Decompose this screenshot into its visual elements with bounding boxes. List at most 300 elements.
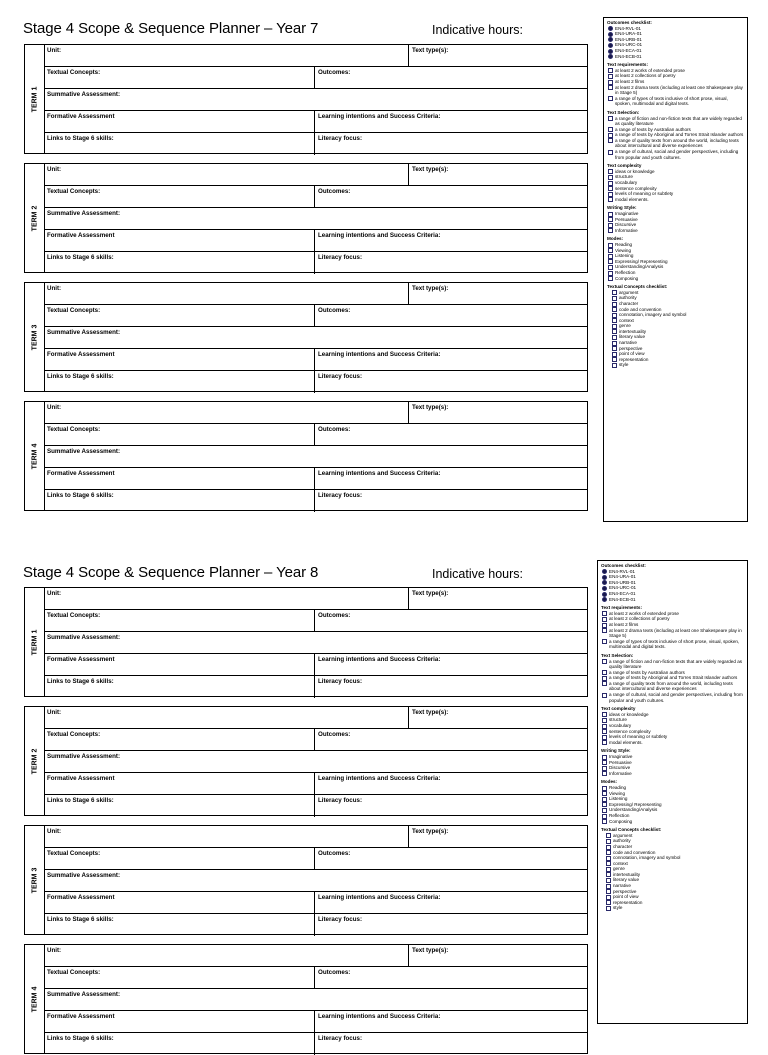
table-row	[44, 186, 587, 208]
textual-concepts-field: Textual Concepts:	[47, 188, 101, 195]
table-row	[44, 133, 587, 155]
checkbox-icon[interactable]	[612, 357, 617, 362]
outcomes-field: Outcomes:	[314, 305, 589, 326]
checkbox-icon[interactable]	[608, 85, 613, 90]
checklist-item-label: Discursive	[609, 765, 631, 771]
checklist-item-label: a range of cultural, social and gender perspectives, including from popular and youth cultures.	[615, 149, 739, 160]
checklist-item-label: at least 2 collections of poetry	[609, 616, 670, 622]
checklist-heading: Modes:	[601, 779, 618, 785]
table-row	[44, 164, 587, 186]
table-row	[44, 848, 587, 870]
table-row	[44, 402, 587, 424]
term-label	[25, 945, 45, 1053]
checkbox-icon[interactable]	[608, 276, 613, 281]
literacy-focus-field: Literacy focus:	[314, 252, 589, 274]
term-block	[24, 587, 588, 697]
checkbox-icon[interactable]	[602, 676, 607, 681]
summative-assessment-field: Summative Assessment:	[47, 329, 121, 336]
term-block	[24, 282, 588, 392]
outcomes-field: Outcomes:	[314, 967, 589, 988]
links-stage6-field: Links to Stage 6 skills:	[47, 373, 114, 380]
checkbox-icon[interactable]	[602, 729, 607, 734]
literacy-focus-field: Literacy focus:	[314, 133, 589, 155]
checklist-item-label: character	[619, 300, 639, 306]
learning-intentions-field: Learning intentions and Success Criteria:	[314, 230, 589, 251]
checkbox-icon[interactable]	[606, 872, 611, 877]
table-row	[44, 252, 587, 274]
table-row	[44, 490, 587, 512]
checklist-item[interactable]	[607, 96, 744, 107]
checkbox-icon[interactable]	[612, 290, 617, 295]
table-row	[44, 654, 587, 676]
formative-assessment-field: Formative Assessment	[47, 113, 115, 120]
summative-assessment-field: Summative Assessment:	[47, 210, 121, 217]
checkbox-icon[interactable]	[608, 127, 613, 132]
checkbox-icon[interactable]	[602, 670, 607, 675]
literacy-focus-field: Literacy focus:	[314, 914, 589, 936]
table-row	[44, 371, 587, 393]
term-block	[24, 944, 588, 1054]
checkbox-icon[interactable]	[608, 228, 613, 233]
checklist-item-label: a range of quality texts from around the world, including texts about intercultural and diverse experiences	[615, 137, 739, 149]
checkbox-icon[interactable]	[612, 302, 617, 307]
checkbox-icon[interactable]	[608, 169, 613, 174]
checklist-item[interactable]	[607, 116, 744, 127]
checkbox-icon[interactable]	[608, 68, 613, 73]
links-stage6-field: Links to Stage 6 skills:	[47, 135, 114, 142]
checkbox-icon[interactable]	[608, 133, 613, 138]
term-label	[25, 588, 45, 696]
checklist-item-label: vocabulary	[615, 180, 638, 186]
checklist-item-label: intertextuality	[613, 871, 641, 877]
checklist-item-label: EN4-URB-01	[615, 36, 642, 42]
checklist-item[interactable]	[601, 659, 744, 670]
checklist-item[interactable]	[607, 362, 744, 368]
checkbox-icon[interactable]	[602, 718, 607, 723]
checklist-item[interactable]	[601, 639, 744, 650]
checklist-item-label: Composing	[615, 275, 639, 281]
literacy-focus-field: Literacy focus:	[314, 490, 589, 512]
checklist-item-label: Listening	[615, 253, 634, 259]
literacy-focus-field: Literacy focus:	[314, 795, 589, 817]
planner-title: Stage 4 Scope & Sequence Planner – Year 7	[23, 20, 319, 37]
checklist-item-label: EN4-URC-01	[609, 585, 637, 591]
checklist-item-label: a range of texts by Australian authors	[615, 126, 691, 132]
checklist-item-label: genre	[613, 866, 625, 872]
unit-field: Unit:	[47, 947, 62, 954]
checklist-item-label: EN4-URC-01	[615, 42, 643, 48]
text-types-field: Text type(s):	[408, 164, 589, 185]
indicative-hours-label: Indicative hours:	[432, 567, 524, 581]
checklist-item-label: sentence complexity	[609, 728, 651, 734]
term-label	[25, 45, 45, 153]
checklist-item-label: point of view	[613, 894, 639, 900]
checkbox-icon[interactable]	[612, 307, 617, 312]
table-row	[44, 632, 587, 654]
checkbox-icon[interactable]	[602, 693, 607, 698]
checklist-item[interactable]	[607, 197, 744, 203]
checklist-heading: Text requirements:	[601, 605, 643, 611]
checklist-item-label: ideas or knowledge	[609, 711, 649, 717]
summative-assessment-field: Summative Assessment:	[47, 634, 121, 641]
formative-assessment-field: Formative Assessment	[47, 775, 115, 782]
checkbox-icon[interactable]	[612, 324, 617, 329]
checkbox-icon[interactable]	[612, 329, 617, 334]
checklist-item-label: style	[619, 362, 629, 368]
checklist-heading: Text Selection:	[601, 652, 634, 658]
checkbox-icon[interactable]	[602, 628, 607, 633]
checklist-item[interactable]	[601, 597, 744, 603]
checklist-item[interactable]	[607, 138, 744, 149]
checklist-panel	[597, 560, 748, 1024]
checkbox-icon[interactable]	[602, 735, 607, 740]
checkbox-icon[interactable]	[608, 80, 613, 85]
links-stage6-field: Links to Stage 6 skills:	[47, 254, 114, 261]
textual-concepts-field: Textual Concepts:	[47, 426, 101, 433]
checkbox-icon[interactable]	[602, 623, 607, 628]
checklist-item-label: levels of meaning or subtlety	[615, 191, 674, 197]
checkbox-icon[interactable]	[608, 197, 613, 202]
checklist-item-label: code and convention	[619, 306, 662, 312]
outcomes-field: Outcomes:	[314, 67, 589, 88]
checklist-item-label: levels of meaning or subtlety	[609, 734, 668, 740]
checkbox-icon[interactable]	[606, 850, 611, 855]
planner-title: Stage 4 Scope & Sequence Planner – Year 8	[23, 564, 319, 581]
learning-intentions-field: Learning intentions and Success Criteria:	[314, 773, 589, 794]
checklist-item-label: a range of cultural, social and gender perspectives, including from popular and youth cultures.	[609, 692, 743, 703]
term-label-text: TERM 2	[31, 748, 39, 774]
links-stage6-field: Links to Stage 6 skills:	[47, 1035, 114, 1042]
checklist-item-label: connotation, imagery and symbol	[613, 855, 681, 861]
unit-field: Unit:	[47, 166, 62, 173]
table-row	[44, 795, 587, 817]
checkbox-icon[interactable]	[602, 791, 607, 796]
outcomes-field: Outcomes:	[314, 610, 589, 631]
checkbox-icon[interactable]	[602, 712, 607, 717]
literacy-focus-field: Literacy focus:	[314, 1033, 589, 1055]
term-label	[25, 402, 45, 510]
table-row	[44, 208, 587, 230]
checklist-item-label: code and convention	[613, 849, 656, 855]
table-row	[44, 676, 587, 698]
checklist-item-label: structure	[609, 717, 627, 723]
checklist-item-label: Understanding/Analysis	[609, 807, 658, 813]
term-label	[25, 707, 45, 815]
unit-field: Unit:	[47, 590, 62, 597]
table-row	[44, 111, 587, 133]
checklist-item-label: a range of types of texts inclusive of short prose, visual, spoken, multimodal and digital texts.	[615, 95, 728, 107]
checklist-item-label: EN4-ECA-01	[615, 47, 642, 53]
indicative-hours-label: Indicative hours:	[432, 23, 524, 37]
term-label	[25, 164, 45, 272]
textual-concepts-field: Textual Concepts:	[47, 969, 101, 976]
table-row	[44, 305, 587, 327]
term-label	[25, 826, 45, 934]
checklist-item-label: a range of fiction and non-fiction texts that are widely regarded as quality literature	[609, 658, 743, 670]
checklist-item-label: at least 2 collections of poetry	[615, 73, 676, 79]
checkbox-icon[interactable]	[608, 150, 613, 155]
checklist-item-label: context	[619, 317, 634, 323]
checkbox-icon[interactable]	[602, 681, 607, 686]
table-row	[44, 349, 587, 371]
checklist-item-label: Reflection	[615, 269, 636, 275]
unit-field: Unit:	[47, 285, 62, 292]
table-row	[44, 870, 587, 892]
learning-intentions-field: Learning intentions and Success Criteria:	[314, 654, 589, 675]
checklist-item-label: connotation, imagery and symbol	[619, 312, 687, 318]
checklist-heading: Text Selection:	[607, 109, 640, 115]
checkbox-icon[interactable]	[608, 265, 613, 270]
checkbox-icon[interactable]	[602, 786, 607, 791]
checklist-item-label: character	[613, 843, 633, 849]
checklist-item[interactable]	[601, 692, 744, 703]
checkbox-icon[interactable]	[608, 175, 613, 180]
unit-field: Unit:	[47, 828, 62, 835]
checkbox-icon[interactable]	[612, 318, 617, 323]
checkbox-icon[interactable]	[602, 639, 607, 644]
checkbox-icon[interactable]	[608, 32, 613, 37]
checklist-item-label: Discursive	[615, 222, 637, 228]
term-label	[25, 283, 45, 391]
checklist-item-label: context	[613, 860, 628, 866]
term-label-text: TERM 1	[31, 629, 39, 655]
checkbox-icon[interactable]	[602, 611, 607, 616]
textual-concepts-field: Textual Concepts:	[47, 307, 101, 314]
checkbox-icon[interactable]	[606, 878, 611, 883]
links-stage6-field: Links to Stage 6 skills:	[47, 797, 114, 804]
table-row	[44, 45, 587, 67]
table-row	[44, 707, 587, 729]
checklist-item-label: a range of types of texts inclusive of short prose, visual, spoken, multimodal and digital texts.	[609, 638, 740, 650]
checkbox-icon[interactable]	[608, 54, 613, 59]
summative-assessment-field: Summative Assessment:	[47, 991, 121, 998]
checklist-item[interactable]	[601, 771, 744, 777]
checkbox-icon[interactable]	[602, 575, 607, 580]
checklist-item-label: sentence complexity	[615, 185, 657, 191]
checkbox-icon[interactable]	[608, 49, 613, 54]
table-row	[44, 967, 587, 989]
checklist-item-label: EN4-URA-01	[609, 574, 636, 580]
checkbox-icon[interactable]	[602, 802, 607, 807]
checkbox-icon[interactable]	[608, 192, 613, 197]
checklist-item-label: a range of texts by Aboriginal and Torres Strait Islander authors	[609, 675, 738, 681]
checklist-item-label: Imaginative	[609, 754, 633, 759]
checkbox-icon[interactable]	[608, 254, 613, 259]
summative-assessment-field: Summative Assessment:	[47, 872, 121, 879]
checkbox-icon[interactable]	[608, 74, 613, 79]
textual-concepts-field: Textual Concepts:	[47, 850, 101, 857]
checkbox-icon[interactable]	[612, 363, 617, 368]
text-types-field: Text type(s):	[408, 402, 589, 423]
checkbox-icon[interactable]	[602, 819, 607, 824]
checkbox-icon[interactable]	[608, 181, 613, 186]
table-row	[44, 751, 587, 773]
checklist-item-label: at least 2 films	[609, 621, 639, 627]
checkbox-icon[interactable]	[608, 243, 613, 248]
table-row	[44, 1011, 587, 1033]
checkbox-icon[interactable]	[608, 259, 613, 264]
unit-field: Unit:	[47, 404, 62, 411]
checklist-heading: Text requirements:	[607, 62, 649, 68]
checklist-item-label: authority	[613, 838, 631, 844]
checklist-item-label: EN4-URA-01	[615, 31, 642, 37]
checkbox-icon[interactable]	[602, 724, 607, 729]
checkbox-icon[interactable]	[608, 138, 613, 143]
checklist-item-label: Persuasive	[609, 759, 632, 765]
checklist-item-label: Reading	[615, 241, 633, 247]
checklist-item-label: EN4-ECA-01	[609, 590, 636, 596]
textual-concepts-field: Textual Concepts:	[47, 612, 101, 619]
text-types-field: Text type(s):	[408, 588, 589, 609]
checkbox-icon[interactable]	[602, 755, 607, 760]
checklist-item[interactable]	[607, 54, 744, 60]
checkbox-icon[interactable]	[602, 808, 607, 813]
checklist-item-label: a range of quality texts from around the world, including texts about intercultural and diverse experiences	[609, 680, 733, 692]
checkbox-icon[interactable]	[608, 116, 613, 121]
checklist-item-label: modal elements.	[615, 196, 649, 202]
unit-field: Unit:	[47, 709, 62, 716]
checkbox-icon[interactable]	[608, 186, 613, 191]
outcomes-field: Outcomes:	[314, 729, 589, 750]
checkbox-icon[interactable]	[602, 814, 607, 819]
outcomes-field: Outcomes:	[314, 848, 589, 869]
term-block	[24, 825, 588, 935]
checklist-heading: Writing Style:	[607, 205, 637, 211]
checkbox-icon[interactable]	[608, 217, 613, 222]
checkbox-icon[interactable]	[602, 592, 607, 597]
checklist-item-label: Imaginative	[615, 211, 639, 216]
term-block	[24, 44, 588, 154]
term-block	[24, 401, 588, 511]
checkbox-icon[interactable]	[602, 659, 607, 664]
text-types-field: Text type(s):	[408, 45, 589, 66]
table-row	[44, 588, 587, 610]
table-row	[44, 67, 587, 89]
checklist-item[interactable]	[607, 149, 744, 160]
checklist-item-label: authority	[619, 295, 637, 301]
table-row	[44, 283, 587, 305]
checkbox-icon[interactable]	[606, 861, 611, 866]
checklist-item[interactable]	[607, 276, 744, 282]
checkbox-icon[interactable]	[606, 889, 611, 894]
learning-intentions-field: Learning intentions and Success Criteria:	[314, 468, 589, 489]
table-row	[44, 945, 587, 967]
checklist-item-label: at least 2 drama texts (including at least one Shakespeare play in Stage 5)	[615, 84, 743, 96]
table-row	[44, 989, 587, 1011]
checklist-item[interactable]	[601, 681, 744, 692]
checkbox-icon[interactable]	[606, 839, 611, 844]
formative-assessment-field: Formative Assessment	[47, 1013, 115, 1020]
checklist-item-label: a range of fiction and non-fiction texts that are widely regarded as quality literature	[615, 115, 742, 127]
checkbox-icon[interactable]	[606, 900, 611, 905]
term-block	[24, 706, 588, 816]
textual-concepts-field: Textual Concepts:	[47, 731, 101, 738]
checkbox-icon[interactable]	[606, 884, 611, 889]
checklist-heading: Textual Concepts checklist:	[607, 284, 668, 290]
checkbox-icon[interactable]	[612, 341, 617, 346]
checkbox-icon[interactable]	[606, 845, 611, 850]
checklist-item-label: Viewing	[615, 247, 632, 253]
table-row	[44, 610, 587, 632]
checklist-item-label: Reading	[609, 784, 627, 790]
checklist-heading: Text complexity	[601, 706, 636, 712]
outcomes-field: Outcomes:	[314, 424, 589, 445]
checkbox-icon[interactable]	[608, 43, 613, 48]
checklist-item-label: structure	[615, 174, 633, 180]
table-row	[44, 826, 587, 848]
table-row	[44, 1033, 587, 1055]
formative-assessment-field: Formative Assessment	[47, 894, 115, 901]
checklist-item[interactable]	[607, 85, 744, 96]
checklist-item[interactable]	[601, 628, 744, 639]
checklist-heading: Textual Concepts checklist:	[601, 827, 662, 833]
checkbox-icon[interactable]	[602, 597, 607, 602]
checklist-item-label: Viewing	[609, 790, 626, 796]
checkbox-icon[interactable]	[606, 906, 611, 911]
checklist-item-label: EN4-RVL-01	[609, 568, 635, 574]
checklist-item[interactable]	[601, 819, 744, 825]
checkbox-icon[interactable]	[602, 586, 607, 591]
checklist-item[interactable]	[601, 905, 744, 911]
checklist-item-label: at least 2 drama texts (including at least one Shakespeare play in Stage 5)	[609, 627, 742, 639]
checklist-item-label: narrative	[619, 340, 637, 346]
checklist-item-label: genre	[619, 323, 631, 329]
checkbox-icon[interactable]	[606, 833, 611, 838]
checkbox-icon[interactable]	[612, 352, 617, 357]
checklist-item-label: point of view	[619, 351, 645, 357]
checkbox-icon[interactable]	[612, 335, 617, 340]
checkbox-icon[interactable]	[602, 797, 607, 802]
checkbox-icon[interactable]	[612, 296, 617, 301]
checkbox-icon[interactable]	[612, 313, 617, 318]
checkbox-icon[interactable]	[602, 771, 607, 776]
checklist-item-label: narrative	[613, 883, 631, 889]
literacy-focus-field: Literacy focus:	[314, 676, 589, 698]
checklist-item-label: Reflection	[609, 812, 630, 818]
checklist-item-label: literary value	[619, 334, 646, 340]
checkbox-icon[interactable]	[608, 212, 613, 217]
checklist-item-label: Understanding/Analysis	[615, 264, 664, 270]
checkbox-icon[interactable]	[602, 760, 607, 765]
checkbox-icon[interactable]	[606, 867, 611, 872]
checklist-item-label: vocabulary	[609, 723, 632, 729]
table-row	[44, 446, 587, 468]
checkbox-icon[interactable]	[608, 271, 613, 276]
checklist-item-label: Informative	[609, 770, 632, 776]
checkbox-icon[interactable]	[612, 346, 617, 351]
checkbox-icon[interactable]	[602, 740, 607, 745]
checklist-item-label: representation	[613, 899, 643, 905]
checkbox-icon[interactable]	[608, 96, 613, 101]
checkbox-icon[interactable]	[602, 766, 607, 771]
term-label-text: TERM 4	[31, 443, 39, 469]
checkbox-icon[interactable]	[608, 248, 613, 253]
checklist-item-label: a range of texts by Aboriginal and Torres Strait Islander authors	[615, 132, 744, 138]
term-label-text: TERM 1	[31, 86, 39, 112]
checkbox-icon[interactable]	[606, 856, 611, 861]
checkbox-icon[interactable]	[606, 895, 611, 900]
checklist-item[interactable]	[607, 228, 744, 234]
checkbox-icon[interactable]	[602, 617, 607, 622]
checkbox-icon[interactable]	[608, 223, 613, 228]
checklist-item-label: EN4-ECB-01	[609, 596, 636, 602]
checklist-item-label: Expressing/ Representing	[615, 258, 668, 264]
links-stage6-field: Links to Stage 6 skills:	[47, 492, 114, 499]
checklist-heading: Modes:	[607, 236, 624, 242]
checklist-item[interactable]	[601, 740, 744, 746]
term-label-text: TERM 2	[31, 205, 39, 231]
text-types-field: Text type(s):	[408, 707, 589, 728]
